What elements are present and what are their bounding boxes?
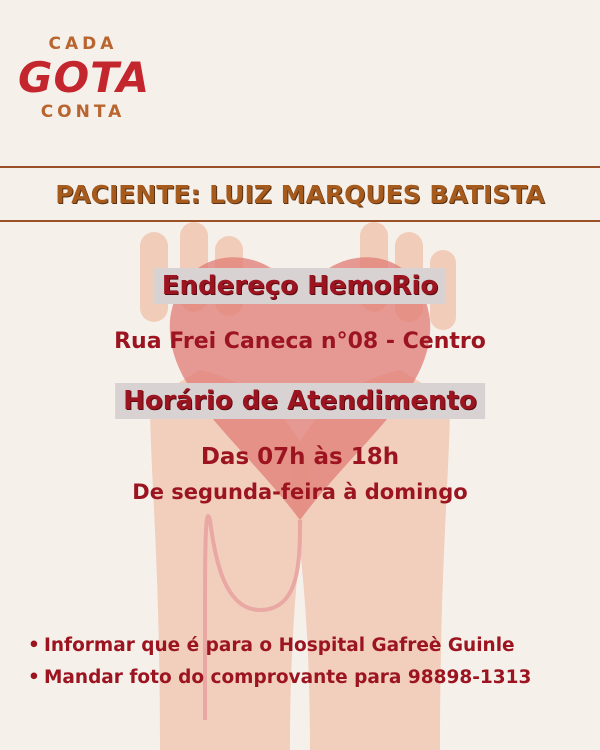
note-text: Mandar foto do comprovante para 98898-1313 — [44, 667, 532, 688]
address-text: Rua Frei Caneca n°08 - Centro — [114, 329, 486, 354]
patient-band — [0, 166, 600, 222]
bullet-icon: • — [28, 635, 40, 656]
notes-list — [28, 630, 598, 694]
hours-time: Das 07h às 18h — [200, 444, 400, 470]
address-heading: Endereço HemoRio — [154, 268, 446, 304]
logo-top-text: CADA — [48, 34, 118, 54]
logo-main-text: GOTA — [18, 53, 151, 102]
logo-bottom-text: CONTA — [40, 102, 126, 122]
bullet-icon: • — [28, 667, 40, 688]
logo — [18, 34, 151, 122]
hours-heading: Horário de Atendimento — [115, 383, 485, 419]
list-item — [28, 630, 598, 662]
note-text: Informar que é para o Hospital Gafreè Guinle — [44, 635, 515, 656]
list-item — [28, 662, 598, 694]
patient-name: PACIENTE: LUIZ MARQUES BATISTA — [55, 179, 545, 209]
hours-days: De segunda-feira à domingo — [132, 480, 468, 504]
